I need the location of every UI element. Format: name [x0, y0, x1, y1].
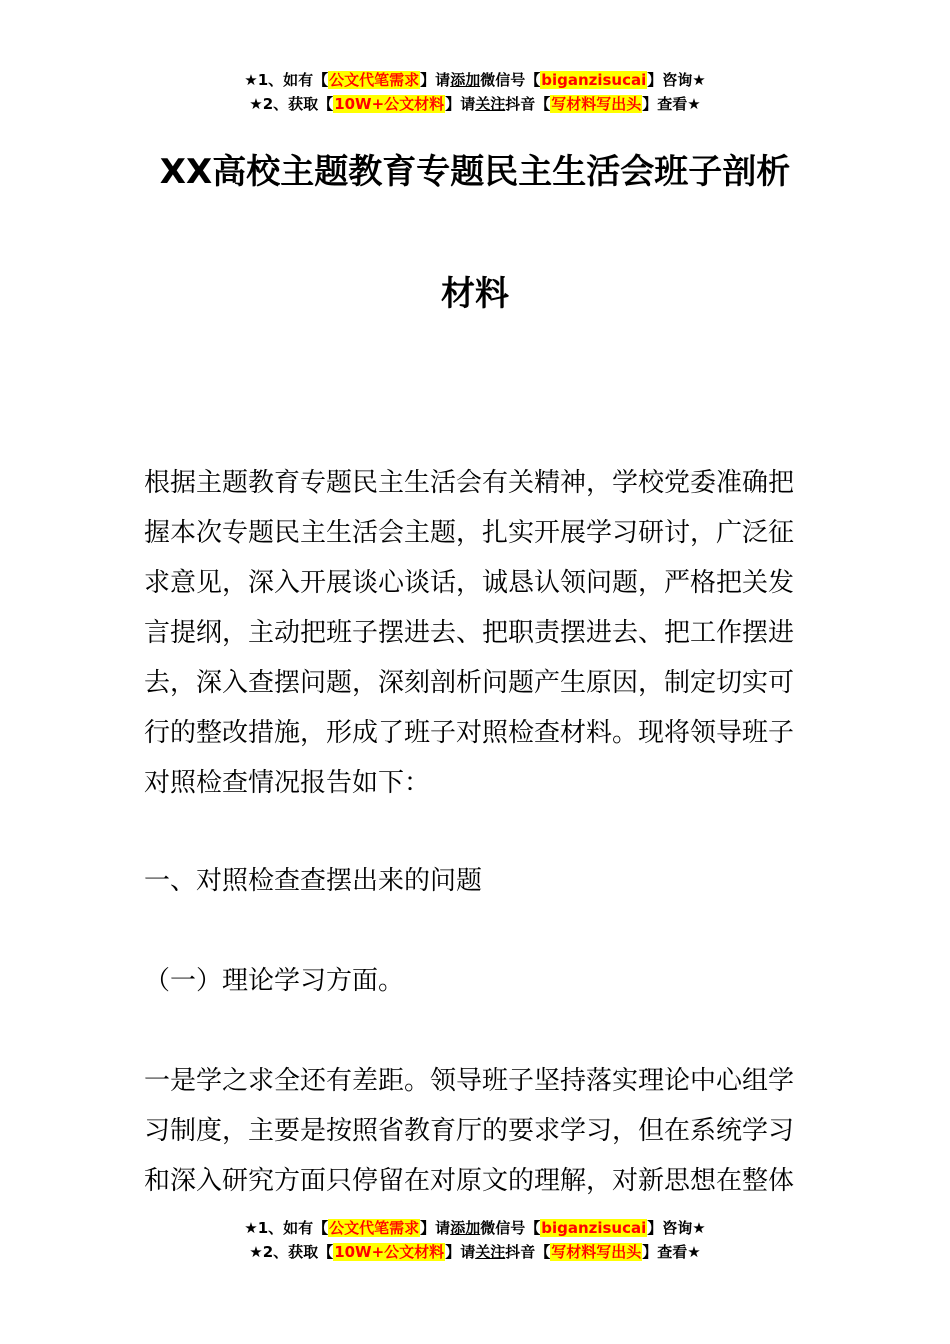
paragraph-line: 握本次专题民主生活会主题，扎实开展学习研讨，广泛征 — [144, 518, 795, 548]
banner-text: ★1、如有【 — [244, 1219, 329, 1237]
header-banner — [0, 68, 950, 116]
banner-text: 微信号【 — [480, 71, 541, 89]
banner-underlined: 添加 — [450, 1219, 481, 1237]
banner-highlight: 10W+公文材料 — [334, 1243, 445, 1261]
banner-underlined: 关注 — [475, 95, 506, 113]
paragraph-line: 根据主题教育专题民主生活会有关精神，学校党委准确把 — [144, 468, 795, 498]
document-title-line-2: 材料 — [441, 274, 509, 314]
banner-text: 】查看★ — [642, 1243, 701, 1261]
banner-text: 】请 — [420, 1219, 451, 1237]
point-one-paragraph — [144, 1056, 810, 1206]
banner-text: ★2、获取【 — [249, 95, 334, 113]
banner-highlight: 公文代笔需求 — [329, 71, 420, 89]
paragraph-line: 一是学之求全还有差距。领导班子坚持落实理论中心组学 — [144, 1066, 795, 1096]
banner-text: 】请 — [420, 71, 451, 89]
banner-highlight: biganzisucai — [541, 71, 647, 89]
banner-text: 】请 — [445, 95, 476, 113]
subsection-heading: （一）理论学习方面。 — [144, 966, 405, 996]
banner-text: 抖音【 — [505, 1243, 551, 1261]
banner-line-2 — [0, 1240, 950, 1264]
paragraph-line: 言提纲，主动把班子摆进去、把职责摆进去、把工作摆进 — [144, 618, 795, 648]
paragraph-line: 行的整改措施，形成了班子对照检查材料。现将领导班子 — [144, 718, 795, 748]
banner-highlight: 公文代笔需求 — [329, 1219, 420, 1237]
banner-line-1 — [0, 68, 950, 92]
banner-text: 】咨询★ — [647, 71, 706, 89]
section-heading: 一、对照检查查摆出来的问题 — [144, 866, 483, 896]
banner-text: 】查看★ — [642, 95, 701, 113]
banner-underlined: 关注 — [475, 1243, 506, 1261]
banner-highlight: 10W+公文材料 — [334, 95, 445, 113]
banner-text: 微信号【 — [480, 1219, 541, 1237]
banner-line-1 — [0, 1216, 950, 1240]
banner-text: ★1、如有【 — [244, 71, 329, 89]
paragraph-line: 对照检查情况报告如下： — [144, 768, 431, 798]
footer-banner — [0, 1216, 950, 1264]
banner-line-2 — [0, 92, 950, 116]
banner-text: 抖音【 — [505, 95, 551, 113]
banner-highlight: 写材料写出头 — [551, 95, 642, 113]
banner-text: ★2、获取【 — [249, 1243, 334, 1261]
paragraph-line: 和深入研究方面只停留在对原文的理解，对新思想在整体 — [144, 1166, 795, 1196]
banner-highlight: 写材料写出头 — [551, 1243, 642, 1261]
banner-highlight: biganzisucai — [541, 1219, 647, 1237]
paragraph-line: 去，深入查摆问题，深刻剖析问题产生原因，制定切实可 — [144, 668, 795, 698]
paragraph-line: 习制度，主要是按照省教育厅的要求学习，但在系统学习 — [144, 1116, 795, 1146]
document-title-line-1: XX高校主题教育专题民主生活会班子剖析 — [159, 152, 791, 192]
intro-paragraph — [144, 458, 810, 808]
banner-text: 】请 — [445, 1243, 476, 1261]
banner-underlined: 添加 — [450, 71, 481, 89]
banner-text: 】咨询★ — [647, 1219, 706, 1237]
paragraph-line: 求意见，深入开展谈心谈话，诚恳认领问题，严格把关发 — [144, 568, 795, 598]
